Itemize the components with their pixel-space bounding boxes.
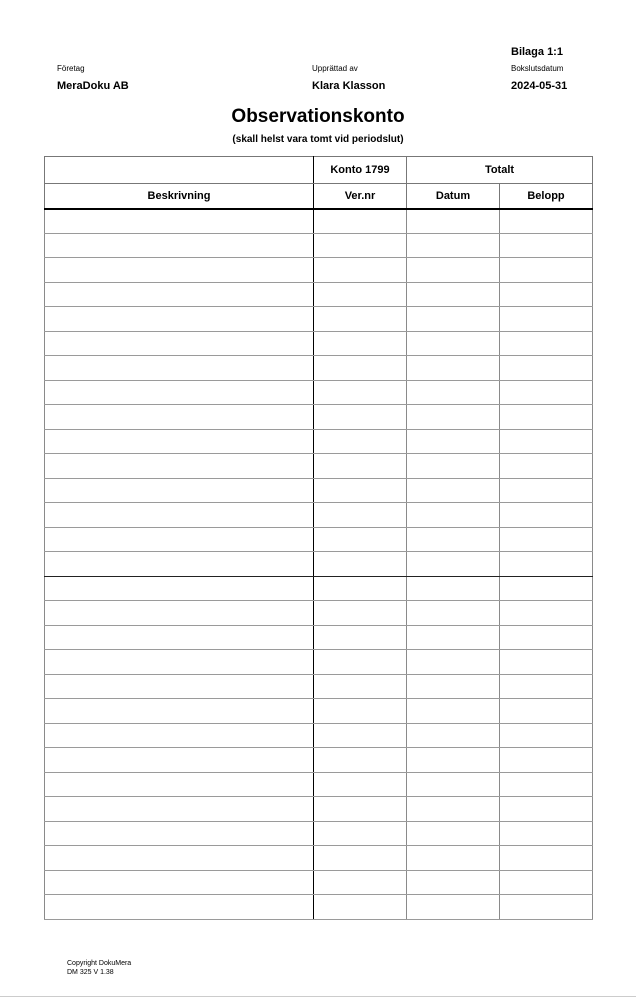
date-cell	[407, 307, 500, 332]
description-cell	[45, 699, 314, 724]
date-cell	[407, 748, 500, 773]
table-row	[45, 772, 593, 797]
description-cell	[45, 356, 314, 381]
voucher-number-cell	[314, 478, 407, 503]
document-subtitle: (skall helst vara tomt vid periodslut)	[232, 134, 404, 145]
voucher-number-cell	[314, 307, 407, 332]
voucher-number-cell	[314, 723, 407, 748]
table-row	[45, 478, 593, 503]
voucher-number-cell	[314, 895, 407, 920]
table-row	[45, 552, 593, 577]
table-row	[45, 699, 593, 724]
voucher-number-cell	[314, 748, 407, 773]
amount-cell	[500, 405, 593, 430]
amount-cell	[500, 625, 593, 650]
description-cell	[45, 797, 314, 822]
description-cell	[45, 870, 314, 895]
description-cell	[45, 625, 314, 650]
closing-date-value: 2024-05-31	[511, 80, 568, 92]
description-cell	[45, 772, 314, 797]
description-cell	[45, 846, 314, 871]
table-row	[45, 307, 593, 332]
date-cell	[407, 552, 500, 577]
date-cell	[407, 356, 500, 381]
amount-cell	[500, 846, 593, 871]
amount-cell	[500, 601, 593, 626]
table-header-columns-row	[45, 184, 593, 209]
amount-cell	[500, 748, 593, 773]
date-cell	[407, 478, 500, 503]
amount-cell	[500, 870, 593, 895]
date-cell	[407, 405, 500, 430]
date-cell	[407, 331, 500, 356]
form-version: DM 325 V 1.38	[67, 969, 114, 976]
table-row	[45, 625, 593, 650]
description-cell	[45, 748, 314, 773]
description-cell	[45, 821, 314, 846]
description-cell	[45, 674, 314, 699]
table-row	[45, 258, 593, 283]
voucher-number-cell	[314, 846, 407, 871]
description-cell	[45, 895, 314, 920]
table-row	[45, 576, 593, 601]
voucher-number-cell	[314, 233, 407, 258]
voucher-number-cell	[314, 625, 407, 650]
amount-cell	[500, 331, 593, 356]
date-cell	[407, 650, 500, 675]
amount-cell	[500, 723, 593, 748]
voucher-number-cell	[314, 797, 407, 822]
description-cell	[45, 552, 314, 577]
date-cell	[407, 233, 500, 258]
ledger-body	[45, 209, 593, 920]
amount-cell	[500, 380, 593, 405]
date-cell	[407, 723, 500, 748]
column-header-voucher-number: Ver.nr	[314, 184, 407, 209]
table-row	[45, 356, 593, 381]
amount-cell	[500, 209, 593, 234]
table-row	[45, 797, 593, 822]
table-row	[45, 674, 593, 699]
amount-cell	[500, 650, 593, 675]
voucher-number-cell	[314, 772, 407, 797]
description-cell	[45, 650, 314, 675]
date-cell	[407, 601, 500, 626]
amount-cell	[500, 699, 593, 724]
table-row	[45, 380, 593, 405]
date-cell	[407, 576, 500, 601]
voucher-number-cell	[314, 380, 407, 405]
amount-cell	[500, 258, 593, 283]
description-cell	[45, 258, 314, 283]
document-title: Observationskonto	[231, 106, 405, 127]
description-cell	[45, 282, 314, 307]
amount-cell	[500, 307, 593, 332]
amount-cell	[500, 478, 593, 503]
table-row	[45, 870, 593, 895]
table-row	[45, 454, 593, 479]
table-row	[45, 895, 593, 920]
table-row	[45, 282, 593, 307]
prepared-by-value: Klara Klasson	[312, 80, 386, 92]
amount-cell	[500, 674, 593, 699]
table-row	[45, 821, 593, 846]
voucher-number-cell	[314, 331, 407, 356]
voucher-number-cell	[314, 552, 407, 577]
copyright-notice: Copyright DokuMera	[67, 960, 132, 967]
date-cell	[407, 821, 500, 846]
description-cell	[45, 601, 314, 626]
prepared-by-label: Upprättad av	[312, 64, 358, 73]
attachment-number: Bilaga 1:1	[511, 46, 563, 58]
date-cell	[407, 503, 500, 528]
date-cell	[407, 209, 500, 234]
company-value: MeraDoku AB	[57, 80, 129, 92]
voucher-number-cell	[314, 258, 407, 283]
voucher-number-cell	[314, 429, 407, 454]
total-label: Totalt	[407, 157, 593, 184]
amount-cell	[500, 772, 593, 797]
voucher-number-cell	[314, 209, 407, 234]
amount-cell	[500, 797, 593, 822]
description-cell	[45, 331, 314, 356]
table-row	[45, 209, 593, 234]
description-cell	[45, 527, 314, 552]
date-cell	[407, 846, 500, 871]
amount-cell	[500, 429, 593, 454]
description-cell	[45, 723, 314, 748]
table-row	[45, 233, 593, 258]
amount-cell	[500, 895, 593, 920]
amount-cell	[500, 356, 593, 381]
ledger-table	[44, 156, 593, 920]
table-row	[45, 527, 593, 552]
voucher-number-cell	[314, 870, 407, 895]
date-cell	[407, 527, 500, 552]
description-cell	[45, 454, 314, 479]
amount-cell	[500, 821, 593, 846]
column-header-amount: Belopp	[500, 184, 593, 209]
description-cell	[45, 576, 314, 601]
voucher-number-cell	[314, 527, 407, 552]
voucher-number-cell	[314, 356, 407, 381]
table-row	[45, 748, 593, 773]
amount-cell	[500, 576, 593, 601]
date-cell	[407, 699, 500, 724]
header-blank-cell	[45, 157, 314, 184]
date-cell	[407, 258, 500, 283]
voucher-number-cell	[314, 405, 407, 430]
date-cell	[407, 772, 500, 797]
table-header-account-row	[45, 157, 593, 184]
company-label: Företag	[57, 64, 85, 73]
voucher-number-cell	[314, 503, 407, 528]
voucher-number-cell	[314, 821, 407, 846]
description-cell	[45, 405, 314, 430]
amount-cell	[500, 552, 593, 577]
date-cell	[407, 870, 500, 895]
date-cell	[407, 625, 500, 650]
table-row	[45, 331, 593, 356]
table-row	[45, 723, 593, 748]
amount-cell	[500, 233, 593, 258]
date-cell	[407, 282, 500, 307]
description-cell	[45, 478, 314, 503]
table-row	[45, 405, 593, 430]
table-row	[45, 650, 593, 675]
column-header-description: Beskrivning	[45, 184, 314, 209]
voucher-number-cell	[314, 576, 407, 601]
amount-cell	[500, 503, 593, 528]
amount-cell	[500, 527, 593, 552]
description-cell	[45, 380, 314, 405]
column-header-date: Datum	[407, 184, 500, 209]
voucher-number-cell	[314, 282, 407, 307]
amount-cell	[500, 454, 593, 479]
date-cell	[407, 454, 500, 479]
table-row	[45, 601, 593, 626]
date-cell	[407, 797, 500, 822]
description-cell	[45, 503, 314, 528]
table-row	[45, 846, 593, 871]
date-cell	[407, 380, 500, 405]
page-bottom-rule	[0, 996, 636, 997]
table-row	[45, 503, 593, 528]
description-cell	[45, 209, 314, 234]
voucher-number-cell	[314, 650, 407, 675]
voucher-number-cell	[314, 674, 407, 699]
table-row	[45, 429, 593, 454]
date-cell	[407, 429, 500, 454]
amount-cell	[500, 282, 593, 307]
description-cell	[45, 429, 314, 454]
date-cell	[407, 674, 500, 699]
description-cell	[45, 307, 314, 332]
account-number: Konto 1799	[314, 157, 407, 184]
voucher-number-cell	[314, 454, 407, 479]
voucher-number-cell	[314, 601, 407, 626]
closing-date-label: Bokslutsdatum	[511, 64, 564, 73]
date-cell	[407, 895, 500, 920]
description-cell	[45, 233, 314, 258]
voucher-number-cell	[314, 699, 407, 724]
